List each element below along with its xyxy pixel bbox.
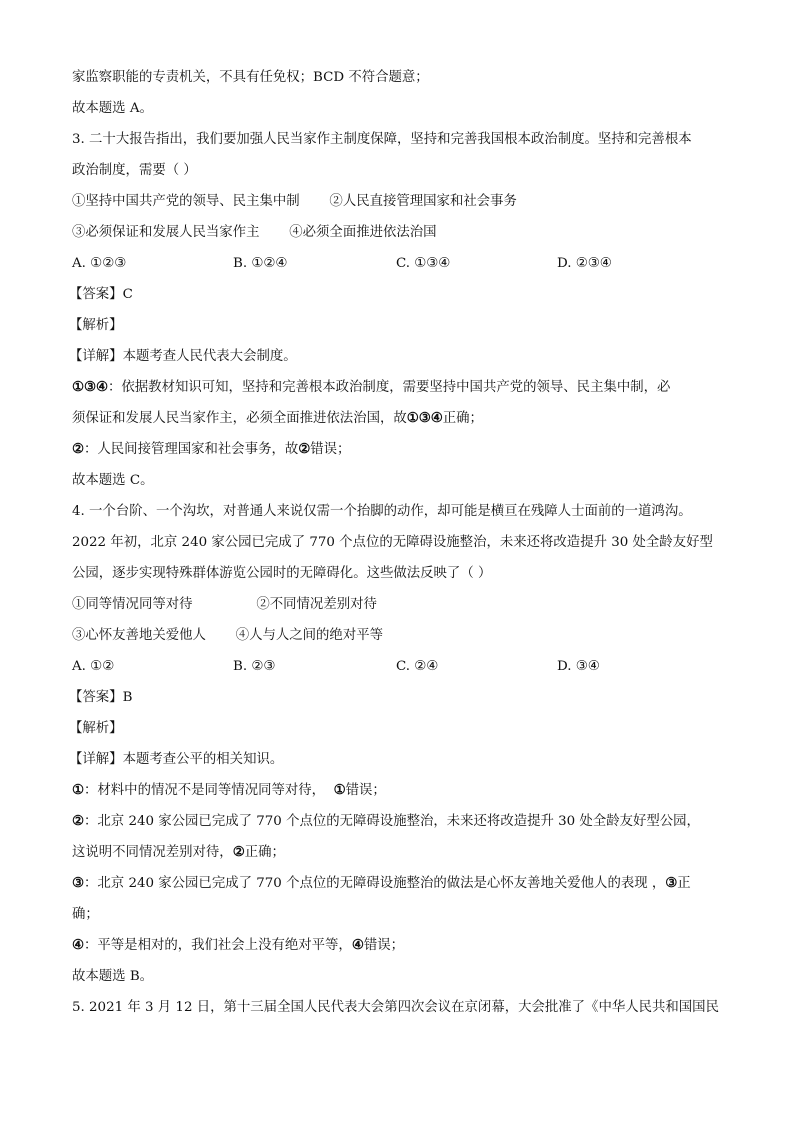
q4-explain-4: ④：平等是相对的，我们社会上没有绝对平等，④错误； (72, 937, 405, 953)
detail-label: 【详解】 (69, 752, 123, 767)
q3-explain-2: ②：人民间接管理国家和社会事务，故②错误； (72, 441, 351, 457)
q3-explain-1-line1: ①③④：依据教材知识可知，坚持和完善根本政治制度，需要坚持中国共产党的领导、民主集中制，必 (72, 379, 671, 395)
answer-label: 【答案】 (69, 690, 123, 705)
q4-stem-line1: 4. 一个台阶、一个沟坎，对普通人来说仅需一个抬脚的动作，却可能是横亘在残障人士面前的一道鸿沟。 (72, 504, 692, 519)
q4-conclusion: 故本题选 B。 (72, 969, 154, 984)
q3-conclusion: 故本题选 C。 (72, 473, 154, 488)
q4-item-line2: ③心怀友善地关爱他人 ④人与人之间的绝对平等 (72, 628, 383, 643)
q3-option-c: C. ①③④ (396, 256, 451, 271)
q4-explain-2-line2: 这说明不同情况差别对待，②正确； (72, 844, 285, 860)
q4-stem-line2: 2022 年初，北京 240 家公园已完成了 770 个点位的无障碍设施整治，未来还将改造提升 30 处全龄友好型 (72, 535, 713, 550)
q2-conclusion: 故本题选 A。 (72, 101, 153, 116)
q3-item-line2: ③必须保证和发展人民当家作主 ④必须全面推进依法治国 (72, 225, 437, 240)
detail-label: 【详解】 (69, 349, 123, 364)
q5-stem-line1: 5. 2021 年 3 月 12 日，第十三届全国人民代表大会第四次会议在京闭幕，大会批准了《中华人民共和国国民 (72, 1000, 719, 1015)
q4-option-c: C. ②④ (396, 659, 439, 674)
q3-item-line1: ①坚持中国共产党的领导、民主集中制 ②人民直接管理国家和社会事务 (72, 194, 517, 209)
q4-analysis-label: 【解析】 (69, 721, 123, 736)
document-page (69, 62, 724, 1023)
q3-option-d: D. ②③④ (557, 256, 612, 271)
q4-option-a: A. ①② (72, 659, 115, 674)
q4-stem-line3: 公园，逐步实现特殊群体游览公园时的无障碍化。这些做法反映了（ ） (72, 566, 492, 581)
q4-answer (69, 682, 724, 713)
q3-analysis-label: 【解析】 (69, 318, 123, 333)
answer-value: B (122, 690, 133, 705)
answer-value: C (122, 287, 133, 302)
q3-option-b: B. ①②④ (233, 256, 288, 271)
q2-analysis-tail: 家监察职能的专责机关，不具有任免权；BCD 不符合题意； (72, 70, 429, 85)
q4-options (72, 651, 724, 682)
answer-label: 【答案】 (69, 287, 123, 302)
q4-item-line1: ①同等情况同等对待 ②不同情况差别对待 (72, 597, 377, 612)
q3-explain-1-line2: 须保证和发展人民当家作主，必须全面推进依法治国，故①③④正确； (72, 410, 483, 426)
q4-option-b: B. ②③ (233, 659, 276, 674)
q4-option-d: D. ③④ (557, 659, 600, 674)
q3-detail: 【详解】本题考查人民代表大会制度。 (69, 349, 297, 364)
q4-detail: 【详解】本题考查公平的相关知识。 (69, 752, 284, 767)
q3-options (72, 248, 724, 279)
q4-explain-3-line2: 确； (72, 907, 99, 922)
q3-stem-line1: 3. 二十大报告指出，我们要加强人民当家作主制度保障，坚持和完善我国根本政治制度。坚持和完善根本 (72, 132, 692, 147)
q3-option-a: A. ①②③ (72, 256, 127, 271)
q4-explain-3-line1: ③：北京 240 家公园已完成了 770 个点位的无障碍设施整治的做法是心怀友善地关爱他人的表现 ，③正 (72, 875, 691, 891)
q4-explain-2-line1: ②：北京 240 家公园已完成了 770 个点位的无障碍设施整治，未来还将改造提升 30 处全龄友好型公园， (72, 813, 700, 829)
q3-stem-line2: 政治制度，需要（ ） (72, 163, 197, 178)
q4-explain-1: ①：材料中的情况不是同等情况同等对待， ①错误； (72, 782, 386, 798)
q3-answer (69, 279, 724, 310)
